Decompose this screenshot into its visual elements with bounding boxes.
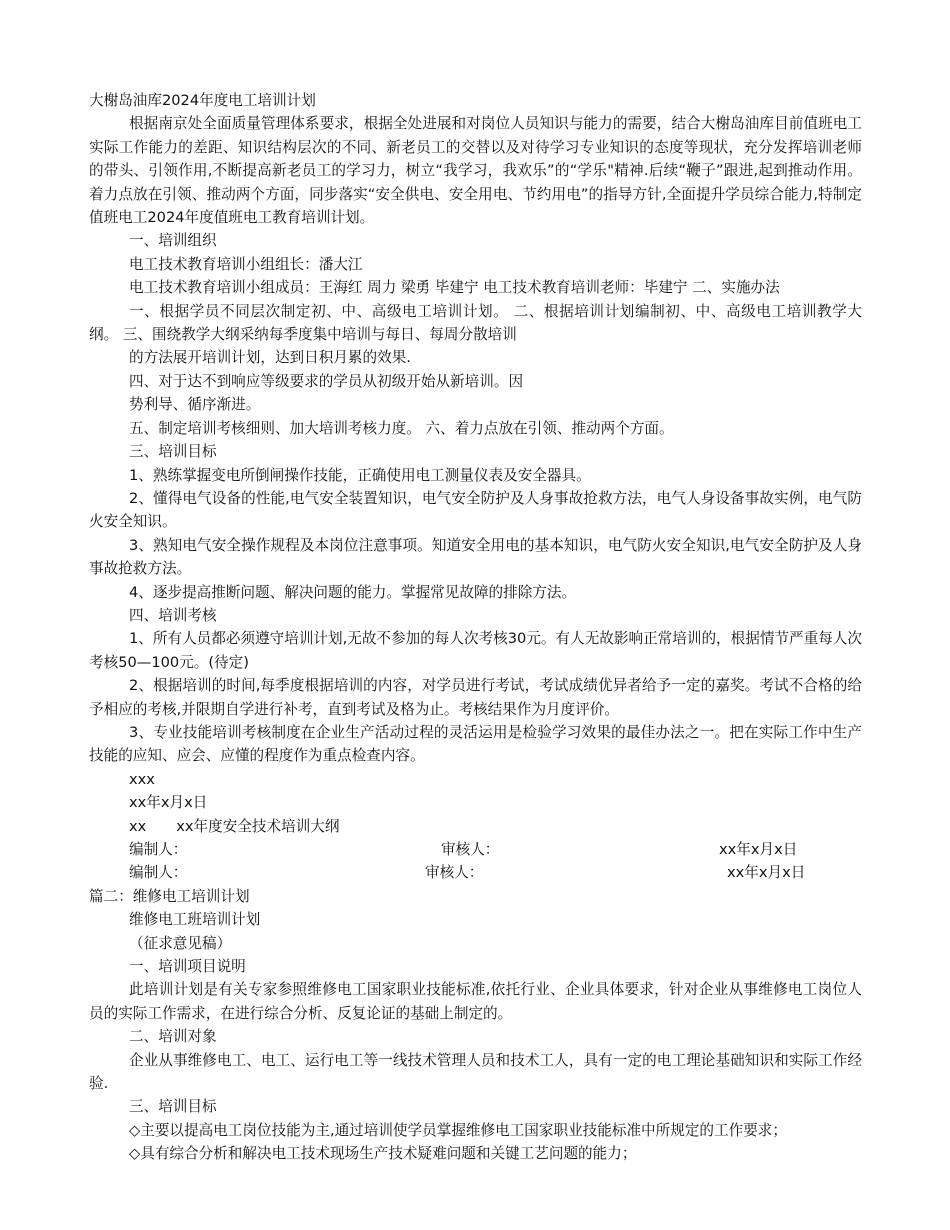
part2-subtitle: 维修电工班培训计划 (129, 911, 261, 929)
methods-paragraph-4-cont: 势利导、循序渐进。 (129, 396, 261, 414)
signature-row-date: xx年x月x日 (727, 864, 806, 882)
signature-row-1 (89, 838, 862, 861)
org-leader: 电工技术教育培训小组组长：潘大江 (129, 255, 363, 273)
compiler-label: 编制人： (129, 841, 188, 858)
goal-item-1: 1、熟练掌握变电所倒闸操作技能，正确使用电工测量仪表及安全器具。 (129, 466, 591, 484)
goal-item-4: 4、逐步提高推断问题、解决问题的能力。掌握常见故障的排除方法。 (129, 583, 577, 601)
methods-paragraph-4: 四、对于达不到响应等级要求的学员从初级开始从新培训。因 (129, 372, 524, 390)
part2-paragraph-1: 此培训计划是有关专家参照维修电工国家职业技能标准,依托行业、企业具体要求，针对企业从事维修电工岗位人员的实际工作需求，在进行综合分析、反复论证的基础上制定的。 (89, 981, 862, 1022)
intro-paragraph: 根据南京处全面质量管理体系要求，根据全处进展和对岗位人员知识与能力的需要，结合大榭岛油库目前值班电工实际工作能力的差距、知识结构层次的不同、新老员工的交替以及对待学习专业知识的态度等现状，充分发挥培训老师的带头、引领作用,不断提高新老员工的学习力，树立“我学习，我欢乐”的“学乐"精神.后续“鞭子”跟进,起到推动作用。着力点放在引领、推动两个方面，同步落实“安全供电、安全用电、节约用电”的指导方针,全面提升学员综合能力,特制定值班电工2024年度值班电工教育培训计划。 (89, 115, 862, 227)
document-title: 大榭岛油库2024年度电工培训计划 (89, 92, 316, 109)
signature-row-2 (89, 861, 862, 884)
part2-heading: 篇二：维修电工培训计划 (89, 887, 250, 905)
assessment-item-1: 1、所有人员都必须遵守培训计划,无故不参加的每人次考核30元。有人无故影响正常培训的，根据情节严重每人次考核50—100元。(待定) (89, 630, 862, 671)
methods-paragraph-5: 五、制定培训考核细则、加大培训考核力度。 六、着力点放在引领、推动两个方面。 (129, 419, 674, 437)
goal-item-2: 2、懂得电气设备的性能,电气安全装置知识，电气安全防护及人身事故抢救方法，电气人身设备事故实例，电气防火安全知识。 (89, 489, 862, 531)
reviewer-label: 审核人： (441, 841, 500, 858)
part2-bullet-1: ◇主要以提高电工岗位技能为主,通过培训使学员掌握维修电工国家职业技能标准中所规定的工作要求； (129, 1121, 787, 1139)
part2-paragraph-2: 企业从事维修电工、电工、运行电工等一线技术管理人员和技术工人，具有一定的电工理论基础知识和实际工作经验. (89, 1051, 862, 1093)
section-heading-organization: 一、培训组织 (129, 232, 217, 250)
signature-xxx: xxx (129, 770, 155, 788)
section-heading-assessment: 四、培训考核 (129, 606, 217, 624)
part2-section-heading-2: 二、培训对象 (129, 1028, 217, 1046)
assessment-item-3: 3、专业技能培训考核制度在企业生产活动过程的灵活运用是检验学习效果的最佳办法之一。把在实际工作中生产技能的应知、应会、应懂的程度作为重点检查内容。 (89, 723, 862, 765)
outline-name: xx年度安全技术培训大纲 (176, 817, 340, 835)
part2-bullet-2: ◇具有综合分析和解决电工技术现场生产技术疑难问题和关键工艺问题的能力； (129, 1145, 637, 1163)
methods-paragraph-1-cont: 的方法展开培训计划，达到日积月累的效果. (129, 349, 411, 367)
part2-section-heading-3: 三、培训目标 (129, 1098, 217, 1116)
outline-prefix: xx (129, 817, 147, 835)
part2-draft-note: （征求意见稿） (129, 934, 232, 952)
goal-item-3: 3、熟知电气安全操作规程及本岗位注意事项。知道安全用电的基本知识，电气防火安全知识,电气安全防护及人身事故抢救方法。 (89, 536, 862, 578)
outline-title (89, 815, 862, 838)
reviewer-label: 审核人： (425, 864, 484, 882)
signature-date: xx年x月x日 (129, 794, 208, 812)
assessment-item-2: 2、根据培训的时间,每季度根据培训的内容，对学员进行考试，考试成绩优异者给予一定的嘉奖。考试不合格的给予相应的考核,并限期自学进行补考，直到考试及格为止。考核结果作为月度评价。 (89, 677, 862, 718)
methods-paragraph-1: 一、根据学员不同层次制定初、中、高级电工培训计划。 二、根据培训计划编制初、中、高级电工培训教学大纲。 三、围绕教学大纲采纳每季度集中培训与每日、每周分散培训 (89, 302, 862, 344)
org-members: 电工技术教育培训小组成员：王海红 周力 梁勇 毕建宁 电工技术教育培训老师：毕建宁 二、实施办法 (129, 279, 780, 297)
compiler-label: 编制人： (129, 864, 188, 882)
part2-section-heading-1: 一、培训项目说明 (129, 958, 246, 976)
section-heading-goals: 三、培训目标 (129, 443, 217, 461)
signature-row-date: xx年x月x日 (719, 841, 798, 858)
